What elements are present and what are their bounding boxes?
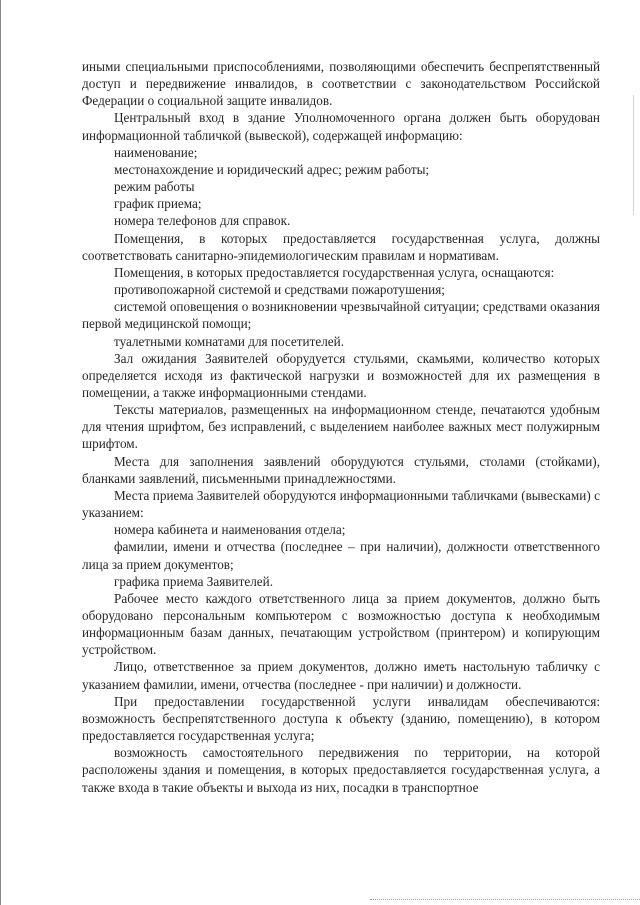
paragraph: Помещения, в которых предоставляется государственная услуга, оснащаются:	[114, 264, 555, 280]
paragraph: При предоставлении государственной услуги инвалидам обеспечиваются: возможность беспрепятственного доступа к объекту (зданию, помещению), в котором предоставляется государственная услуга;	[82, 693, 600, 744]
list-item: противопожарной системой и средствами пожаротушения;	[114, 282, 445, 298]
list-item: графика приема Заявителей.	[114, 573, 273, 589]
list-item: местонахождение и юридический адрес; режим работы;	[114, 161, 430, 177]
paragraph: фамилии, имени и отчества (последнее – при наличии), должности ответственного лица за прием документов;	[82, 539, 600, 572]
paragraph: Рабочее место каждого ответственного лица за прием документов, должно быть оборудовано персональным компьютером с возможностью доступа к необходимым информационным базам данных, печатающим устройством (принтером) и копирующим устройством.	[82, 590, 600, 658]
scan-bottom-dotted-edge	[370, 899, 640, 900]
paragraph: Зал ожидания Заявителей оборудуется стульями, скамьями, количество которых определяется исходя из фактической нагрузки и возможностей для их размещения в помещении, а также информационными стендами.	[82, 350, 600, 400]
list-item: туалетными комнатами для посетителей.	[114, 333, 344, 349]
list-item: номера кабинета и наименования отдела;	[114, 522, 346, 538]
paragraph: Места для заполнения заявлений оборудуются стульями, столами (стойками), бланками заявлений, письменными принадлежностями.	[82, 453, 600, 486]
list-item: наименование;	[114, 144, 198, 160]
paragraph: Тексты материалов, размещенных на информационном стенде, печатаются удобным для чтения шрифтом, без исправлений, с выделением наиболее важных мест полужирным шрифтом.	[82, 402, 600, 452]
list-item: номера телефонов для справок.	[114, 213, 291, 229]
list-item: график приема;	[114, 196, 202, 212]
paragraph: Центральный вход в здание Уполномоченного органа должен быть оборудован информационной табличкой (вывеской), содержащей информацию:	[82, 110, 600, 143]
scan-right-margin-mark	[633, 95, 634, 215]
paragraph: Места приема Заявителей оборудуются информационными табличками (вывесками) с указанием:	[82, 487, 600, 521]
paragraph: Помещения, в которых предоставляется государственная услуга, должны соответствовать санитарно-эпидемиологическим правилам и нормативам.	[82, 230, 600, 263]
paragraph: иными специальными приспособлениями, позволяющими обеспечить беспрепятственный доступ и передвижение инвалидов, в соответствии с законодательством Российской Федерации о социальной защите инвалидов.	[82, 59, 600, 109]
paragraph: Лицо, ответственное за прием документов, должно иметь настольную табличку с указанием фамилии, имени, отчества (последнее - при наличии) и должности.	[82, 659, 600, 692]
list-item: режим работы	[114, 179, 195, 195]
scan-left-edge	[0, 0, 1, 905]
paragraph: возможность самостоятельного передвижения по территории, на которой расположены здания и помещения, в которых предоставляется государственная услуга, а также входа в такие объекты и выхода из них, посадки в транспортное	[82, 745, 600, 795]
document-body	[82, 58, 600, 796]
paragraph: системой оповещения о возникновении чрезвычайной ситуации; средствами оказания первой медицинской помощи;	[82, 299, 600, 332]
